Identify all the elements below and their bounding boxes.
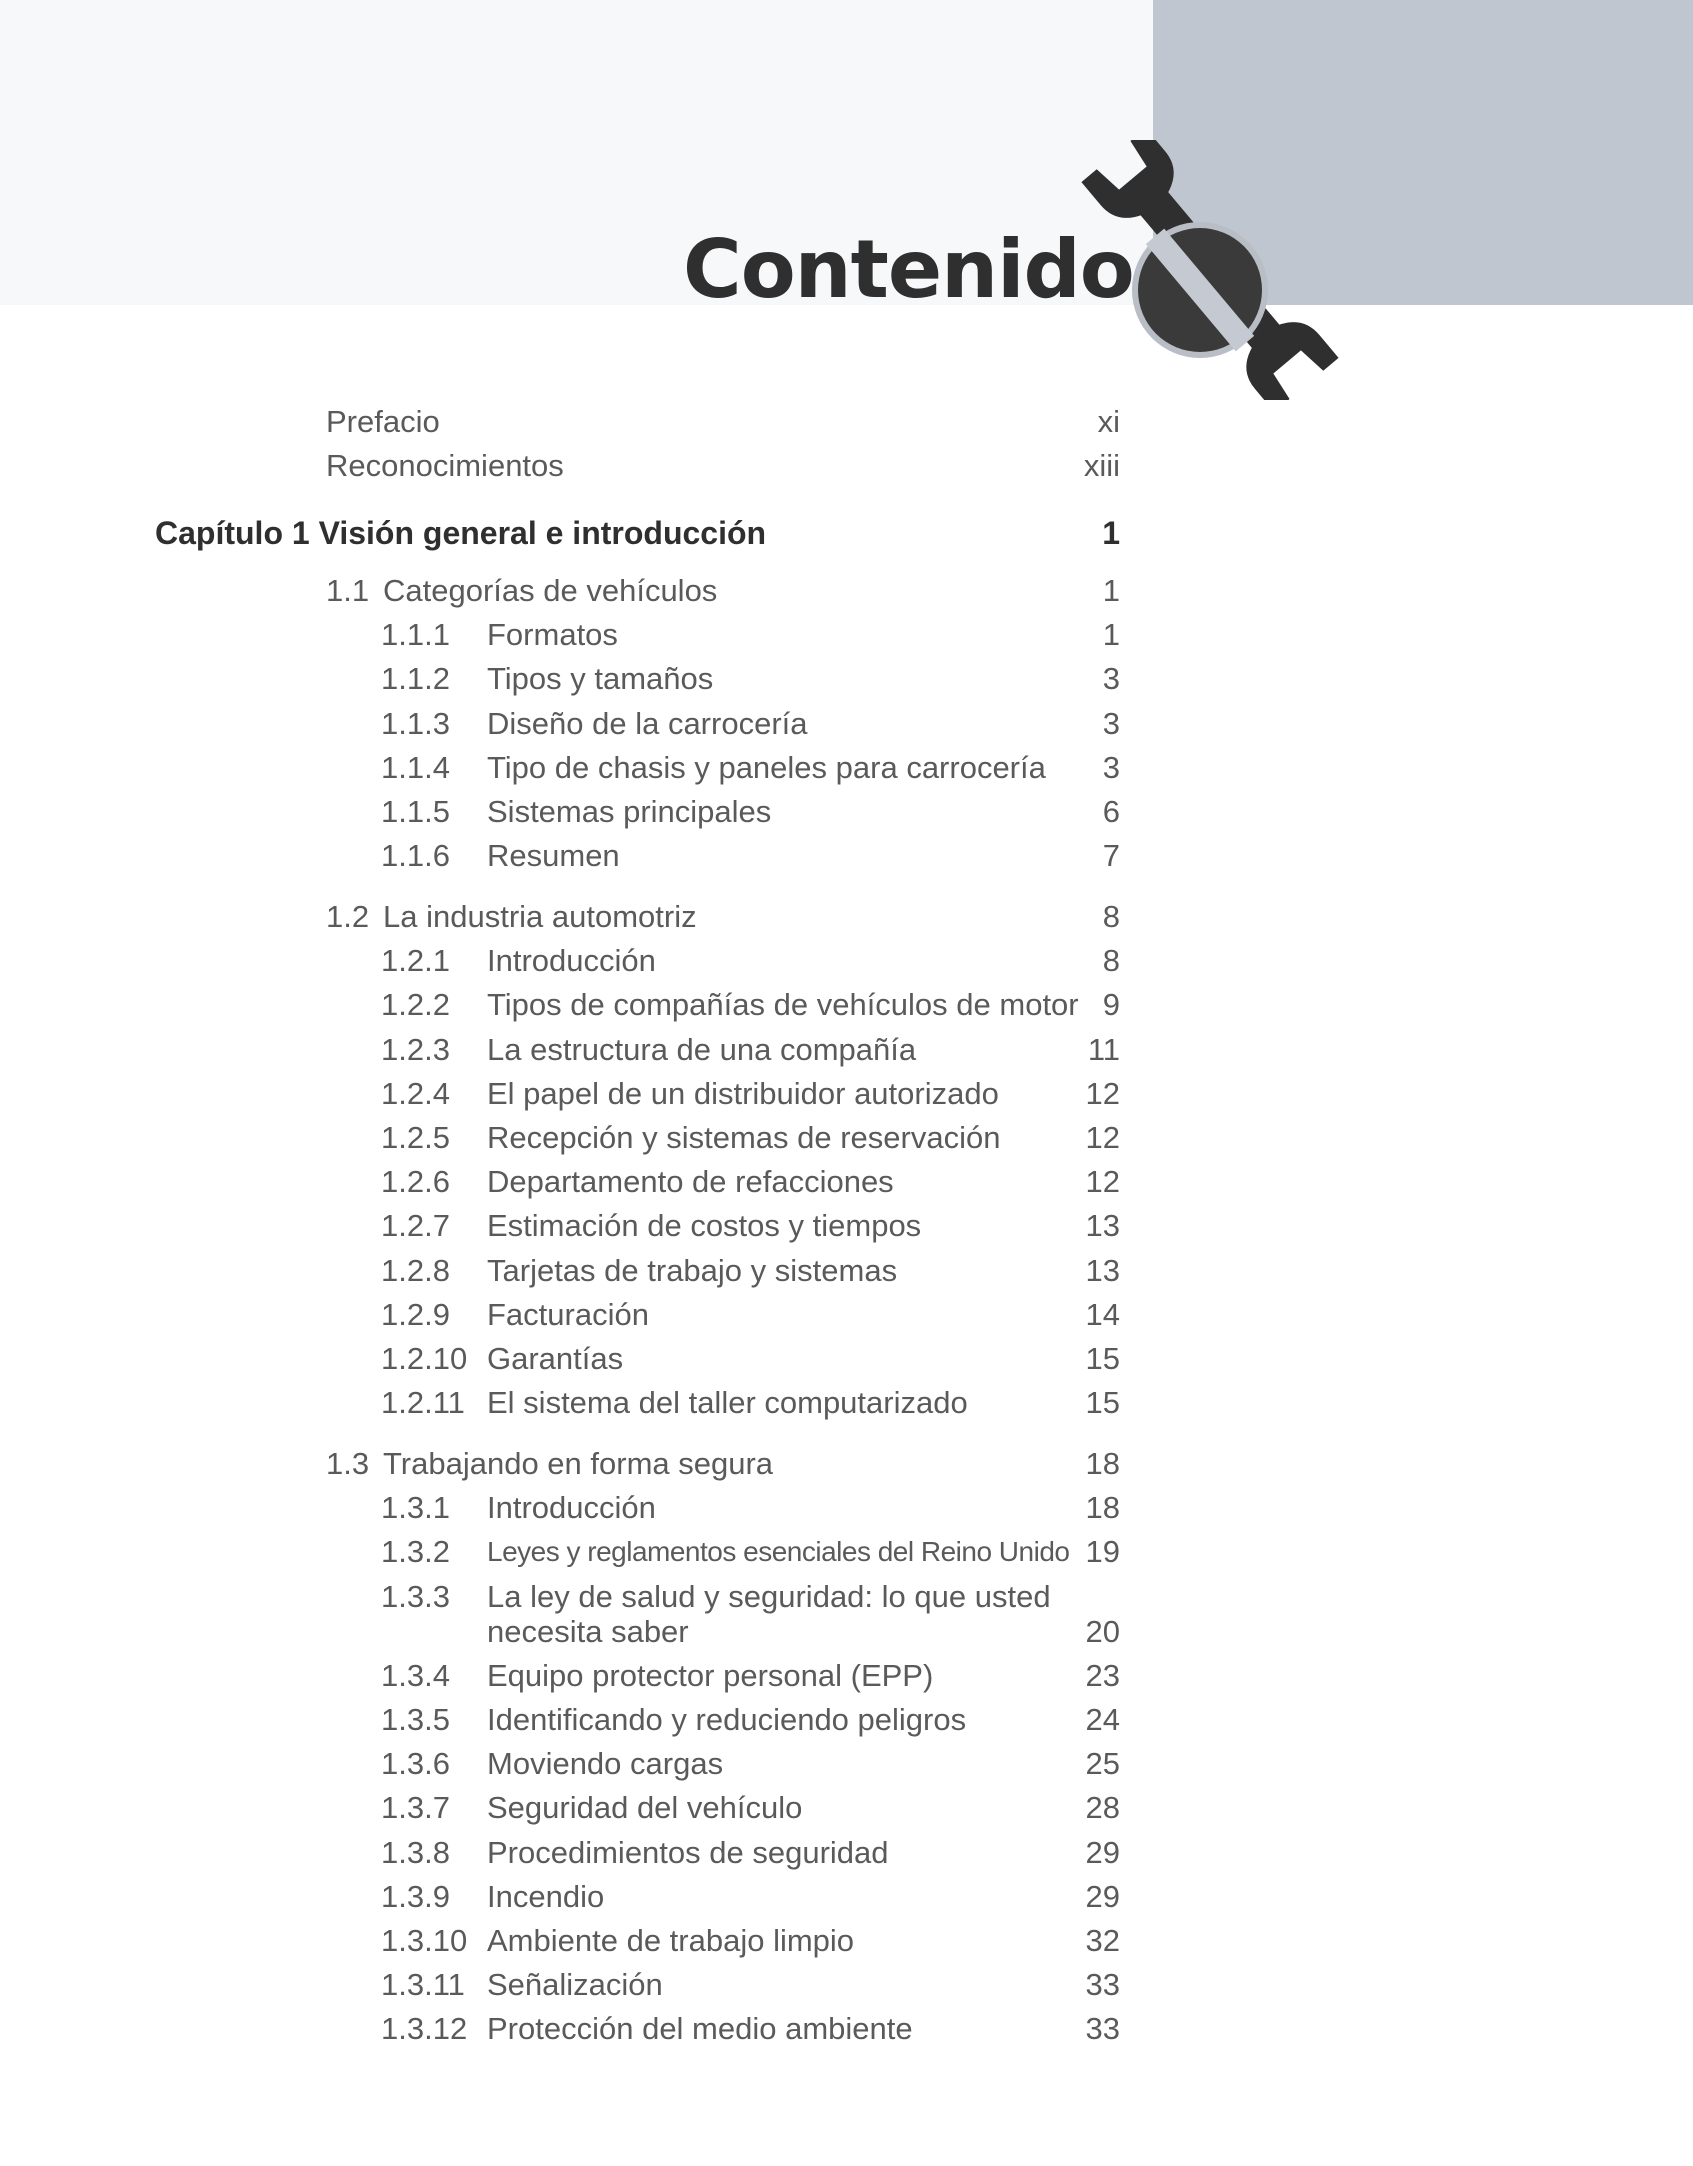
subsection-title: Formatos bbox=[487, 617, 618, 653]
subsection-title: Introducción bbox=[487, 1490, 656, 1526]
subsection-page: 19 bbox=[1085, 1534, 1120, 1570]
subsection-page: 13 bbox=[1085, 1208, 1120, 1244]
subsection-page: 24 bbox=[1085, 1702, 1120, 1737]
subsection-number: 1.3.3 bbox=[381, 1578, 450, 1614]
subsection-page: 29 bbox=[1085, 1878, 1120, 1914]
subsection-page: 12 bbox=[1085, 1120, 1120, 1155]
section-page: 1 bbox=[1102, 573, 1120, 608]
subsection-page: 15 bbox=[1085, 1341, 1120, 1376]
subsection-number: 1.2.10 bbox=[381, 1341, 468, 1376]
subsection-number: 1.2.4 bbox=[381, 1075, 450, 1111]
subsection-title: Tarjetas de trabajo y sistemas bbox=[487, 1252, 898, 1288]
subsection-number: 1.3.6 bbox=[381, 1746, 450, 1782]
subsection-number: 1.3.11 bbox=[381, 1967, 465, 2003]
subsection-title: Señalización bbox=[487, 1967, 663, 2003]
entry-label: Reconocimientos bbox=[326, 448, 564, 483]
subsection-page: 32 bbox=[1085, 1923, 1120, 1958]
subsection-number: 1.3.9 bbox=[381, 1878, 450, 1914]
subsection-number: 1.3.4 bbox=[381, 1657, 450, 1693]
subsection-page: 12 bbox=[1085, 1164, 1120, 1200]
subsection-title: Ambiente de trabajo limpio bbox=[487, 1923, 855, 1958]
subsection-title: La ley de salud y seguridad: lo que usted bbox=[487, 1578, 1051, 1614]
section-title: Categorías de vehículos bbox=[383, 573, 718, 608]
subsection-number: 1.2.8 bbox=[381, 1252, 450, 1288]
section-number: 1.3 bbox=[326, 1446, 370, 1481]
chapter-page: 1 bbox=[1102, 515, 1120, 551]
subsection-number: 1.3.5 bbox=[381, 1702, 450, 1737]
subsection-number: 1.2.1 bbox=[381, 943, 450, 979]
section-number: 1.2 bbox=[326, 899, 370, 934]
subsection-title: Introducción bbox=[487, 943, 656, 979]
subsection-title: Tipos de compañías de vehículos de motor bbox=[487, 987, 1079, 1023]
section-page: 8 bbox=[1102, 899, 1120, 934]
subsection-page: 29 bbox=[1085, 1834, 1120, 1870]
subsection-title: El papel de un distribuidor autorizado bbox=[487, 1075, 999, 1111]
subsection-number: 1.3.12 bbox=[381, 2011, 468, 2047]
subsection-page: 3 bbox=[1102, 661, 1120, 697]
entry-label: Prefacio bbox=[326, 404, 440, 439]
subsection-page: 12 bbox=[1085, 1075, 1120, 1111]
subsection-page: 23 bbox=[1085, 1657, 1120, 1693]
subsection-page: 15 bbox=[1085, 1385, 1120, 1421]
page-title: Contenido bbox=[683, 223, 1134, 316]
subsection-title: Protección del medio ambiente bbox=[487, 2011, 913, 2047]
subsection-page: 1 bbox=[1102, 617, 1120, 653]
subsection-number: 1.2.6 bbox=[381, 1164, 450, 1200]
subsection-page: 3 bbox=[1102, 749, 1120, 785]
subsection-title: Resumen bbox=[487, 838, 620, 874]
subsection-title: Seguridad del vehículo bbox=[487, 1790, 803, 1826]
subsection-number: 1.2.3 bbox=[381, 1031, 450, 1067]
subsection-page: 33 bbox=[1085, 1967, 1120, 2003]
subsection-title: Garantías bbox=[487, 1341, 624, 1376]
subsection-page: 13 bbox=[1085, 1252, 1120, 1288]
subsection-title: Procedimientos de seguridad bbox=[487, 1834, 889, 1870]
subsection-title: Recepción y sistemas de reservación bbox=[487, 1120, 1001, 1155]
subsection-number: 1.2.11 bbox=[381, 1385, 465, 1421]
subsection-title: Departamento de refacciones bbox=[487, 1164, 894, 1200]
subsection-number: 1.1.1 bbox=[381, 617, 450, 653]
subsection-title-line2: necesita saber bbox=[487, 1613, 689, 1649]
section-page: 18 bbox=[1085, 1446, 1120, 1481]
subsection-title: Sistemas principales bbox=[487, 794, 772, 829]
subsection-number: 1.3.10 bbox=[381, 1923, 468, 1958]
subsection-number: 1.3.7 bbox=[381, 1790, 450, 1826]
subsection-title: Facturación bbox=[487, 1296, 649, 1332]
entry-page: xi bbox=[1097, 404, 1120, 439]
subsection-number: 1.3.8 bbox=[381, 1834, 450, 1870]
subsection-number: 1.1.2 bbox=[381, 661, 450, 697]
subsection-page: 3 bbox=[1102, 705, 1120, 741]
subsection-page: 20 bbox=[1085, 1613, 1120, 1649]
subsection-number: 1.1.3 bbox=[381, 705, 450, 741]
subsection-page: 14 bbox=[1085, 1296, 1120, 1332]
subsection-number: 1.1.5 bbox=[381, 794, 450, 829]
subsection-number: 1.3.1 bbox=[381, 1490, 450, 1526]
subsection-page: 6 bbox=[1102, 794, 1120, 829]
subsection-page: 11 bbox=[1087, 1031, 1120, 1067]
subsection-number: 1.1.4 bbox=[381, 749, 450, 785]
chapter-label: Capítulo 1 Visión general e introducción bbox=[155, 515, 767, 551]
subsection-page: 33 bbox=[1085, 2011, 1120, 2047]
entry-page: xiii bbox=[1083, 448, 1120, 483]
subsection-title: Estimación de costos y tiempos bbox=[487, 1208, 922, 1244]
subsection-title: Moviendo cargas bbox=[487, 1746, 724, 1782]
subsection-page: 28 bbox=[1085, 1790, 1120, 1826]
subsection-title: Leyes y reglamentos esenciales del Reino Unido bbox=[487, 1536, 1070, 1568]
subsection-page: 18 bbox=[1085, 1490, 1120, 1526]
subsection-number: 1.2.2 bbox=[381, 987, 450, 1023]
subsection-title: Incendio bbox=[487, 1878, 605, 1914]
subsection-title: Diseño de la carrocería bbox=[487, 705, 808, 741]
subsection-title: La estructura de una compañía bbox=[487, 1031, 917, 1067]
subsection-title: Identificando y reduciendo peligros bbox=[487, 1702, 967, 1737]
subsection-page: 9 bbox=[1102, 987, 1120, 1023]
subsection-title: El sistema del taller computarizado bbox=[487, 1385, 968, 1421]
subsection-number: 1.2.9 bbox=[381, 1296, 450, 1332]
subsection-title: Tipo de chasis y paneles para carrocería bbox=[487, 749, 1046, 785]
subsection-number: 1.3.2 bbox=[381, 1534, 450, 1570]
section-number: 1.1 bbox=[326, 573, 370, 608]
subsection-title: Equipo protector personal (EPP) bbox=[487, 1657, 934, 1693]
subsection-page: 8 bbox=[1102, 943, 1120, 979]
subsection-page: 25 bbox=[1085, 1746, 1120, 1782]
subsection-number: 1.2.7 bbox=[381, 1208, 450, 1244]
subsection-page: 7 bbox=[1102, 838, 1120, 874]
subsection-number: 1.2.5 bbox=[381, 1120, 450, 1155]
subsection-number: 1.1.6 bbox=[381, 838, 450, 874]
section-title: La industria automotriz bbox=[383, 899, 697, 934]
subsection-title: Tipos y tamaños bbox=[487, 661, 714, 697]
section-title: Trabajando en forma segura bbox=[383, 1446, 774, 1481]
